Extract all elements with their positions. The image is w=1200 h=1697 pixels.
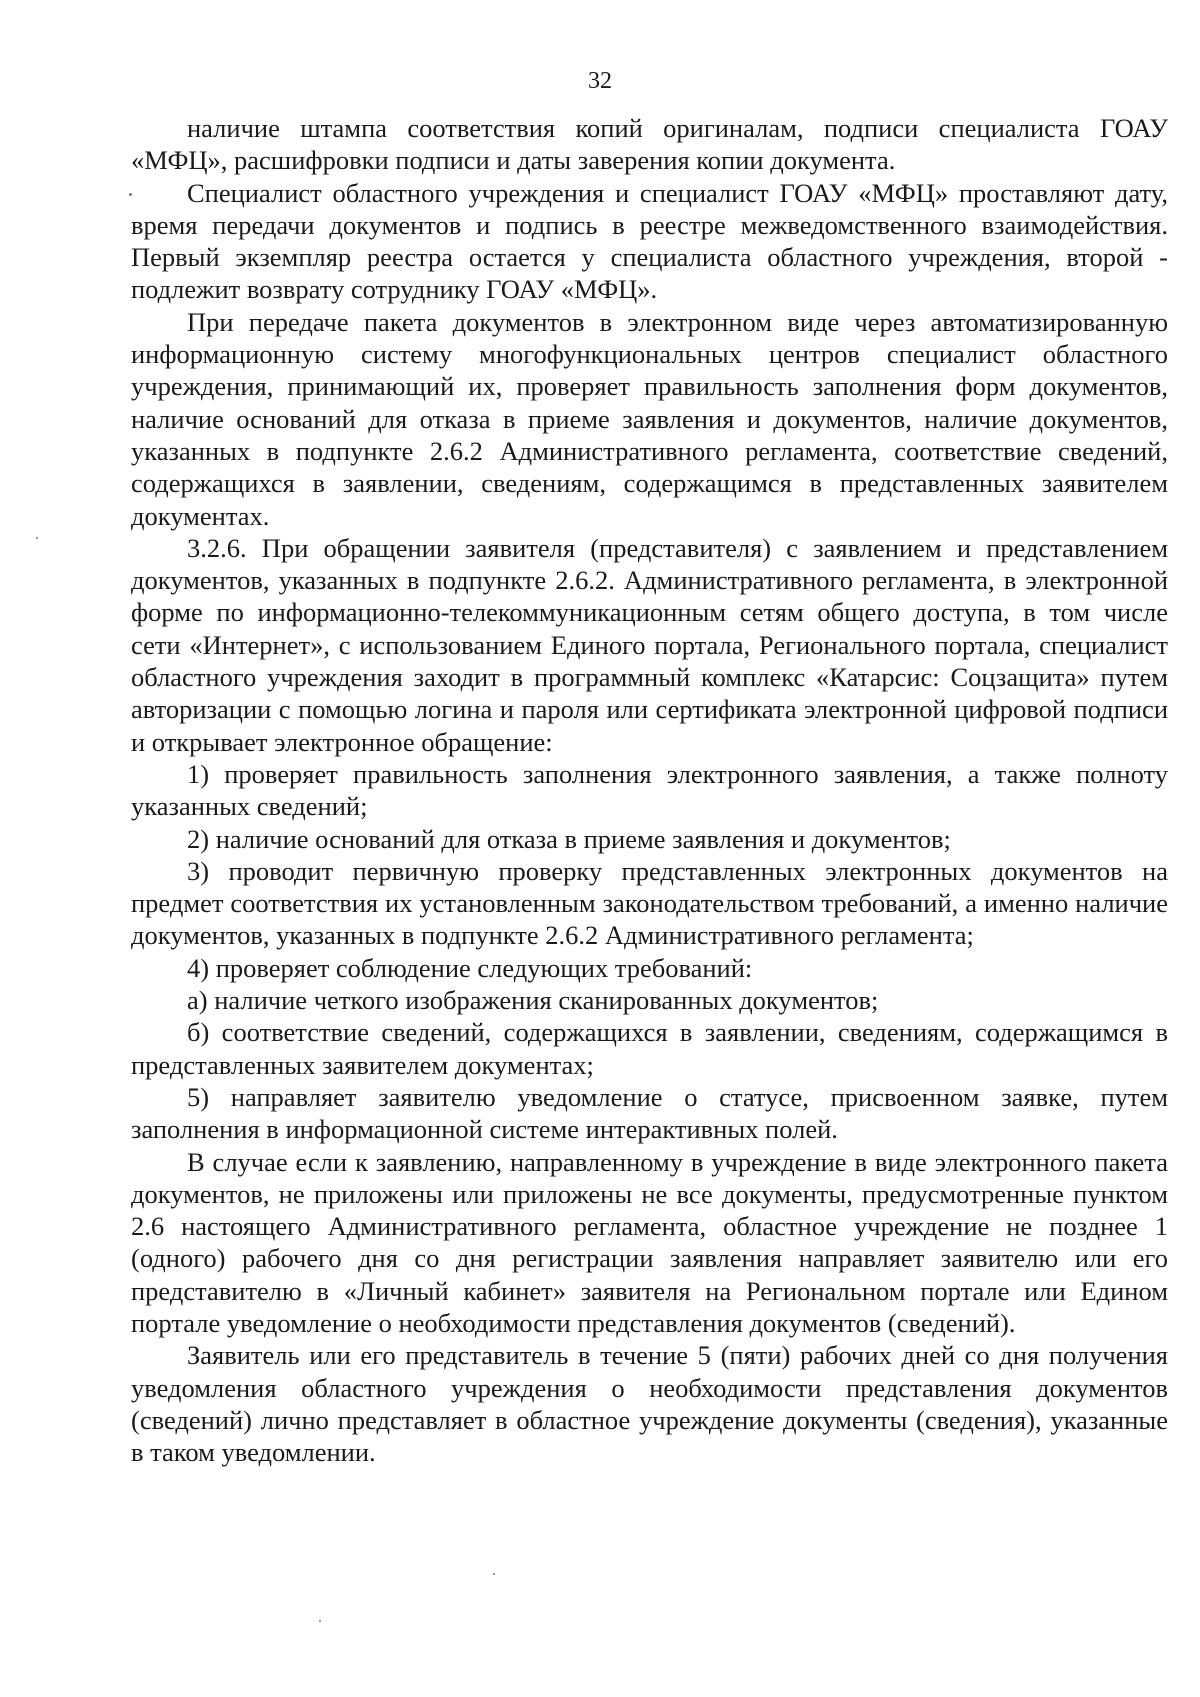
- page-number: 32: [588, 68, 612, 94]
- list-item: б) соответствие сведений, содержащихся в заявлении, сведениям, содержащимся в представленных заявителем документах;: [131, 1017, 1168, 1080]
- list-item: а) наличие четкого изображения сканированных документов;: [187, 985, 879, 1016]
- list-item: 4) проверяет соблюдение следующих требований:: [187, 952, 753, 983]
- list-item: 2) наличие оснований для отказа в приеме заявления и документов;: [187, 823, 951, 854]
- paragraph: Заявитель или его представитель в течение 5 (пяти) рабочих дней со дня получения уведомления областного учреждения о необходимости представления документов (сведений) лично представляет в областное учреждение документы (сведения), указанные в таком уведомлении.: [131, 1340, 1168, 1468]
- paragraph: 3.2.6. При обращении заявителя (представителя) с заявлением и представлением документов, указанных в подпункте 2.6.2. Административного регламента, в электронной форме по информационно-телекоммуникационным сетям общего доступа, в том числе сети «Интернет», с использованием Единого портала, Регионального портала, специалист областного учреждения заходит в программный комплекс «Катарсис: Соцзащита» путем авторизации с помощью логина и пароля или сертификата электронной цифровой подписи и открывает электронное обращение:: [131, 532, 1168, 757]
- scan-speck: [36, 537, 38, 539]
- list-item: 1) проверяет правильность заполнения электронного заявления, а также полноту указанных сведений;: [131, 758, 1168, 822]
- paragraph: При передаче пакета документов в электронном виде через автоматизированную информационную систему многофункциональных центров специалист областного учреждения, принимающий их, проверяет правильность заполнения форм документов, наличие оснований для отказа в приеме заявления и документов, наличие документов, указанных в подпункте 2.6.2 Административного регламента, соответствие сведений, содержащихся в заявлении, сведениям, содержащимся в представленных заявителем документах.: [131, 306, 1168, 531]
- document-body: [131, 112, 1168, 1468]
- scan-speck: [493, 1573, 495, 1575]
- paragraph: наличие штампа соответствия копий оригиналам, подписи специалиста ГОАУ «МФЦ», расшифровки подписи и даты заверения копии документа.: [131, 113, 1168, 176]
- scan-speck: [129, 193, 132, 196]
- scan-speck: [319, 1620, 321, 1622]
- list-item: 5) направляет заявителю уведомление о статусе, присвоенном заявке, путем заполнения в информационной системе интерактивных полей.: [131, 1081, 1168, 1145]
- paragraph: Специалист областного учреждения и специалист ГОАУ «МФЦ» проставляют дату, время передачи документов и подпись в реестре межведомственного взаимодействия. Первый экземпляр реестра остается у специалиста областного учреждения, второй - подлежит возврату сотруднику ГОАУ «МФЦ».: [131, 177, 1168, 305]
- paragraph: В случае если к заявлению, направленному в учреждение в виде электронного пакета документов, не приложены или приложены не все документы, предусмотренные пунктом 2.6 настоящего Административного регламента, областное учреждение не позднее 1 (одного) рабочего дня со дня регистрации заявления направляет заявителю или его представителю в «Личный кабинет» заявителя на Региональном портале или Едином портале уведомление о необходимости представления документов (сведений).: [131, 1146, 1168, 1338]
- list-item: 3) проводит первичную проверку представленных электронных документов на предмет соответствия их установленным законодательством требований, а именно наличие документов, указанных в подпункте 2.6.2 Административного регламента;: [131, 855, 1168, 951]
